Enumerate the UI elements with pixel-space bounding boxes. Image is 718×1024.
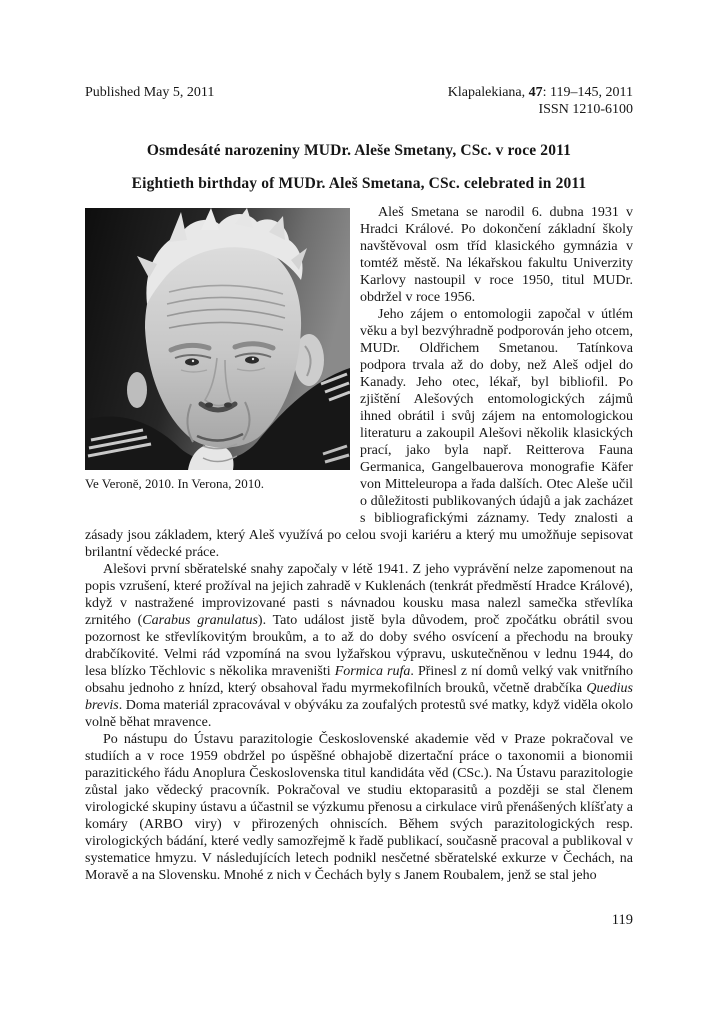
paragraph-4: Po nástupu do Ústavu parazitologie Československé akademie věd v Praze pokračoval ve studiích a v roce 1959 obdržel po úspěšné obhajobě dizertační práce o taxonomii a bionomii parazitického řádu Anoplura Československa titul kandidáta věd (CSc.). Na Ústavu parazitologie zůstal jako vědecký pracovník. Pokračoval ve studiu ektoparasitů a později se stal členem virologické skupiny ústavu a účastnil se výzkumu přenosu a cirkulace virů přenášených klíšťaty a komáry (ARBO viry) v přirozených ohniscích. Během svých parazitologických resp. virologických bádání, které vedly samozřejmě k řadě publikací, současně pracoval a publikoval v systematice hmyzu. V následujících letech podnikl nesčetné sběratelské exkurze v Čechách, na Moravě a na Slovensku. Mnohé z nich v Čechách byly s Janem Roubalem, jenž se stal jeho (85, 732, 633, 883)
journal-citation (448, 84, 633, 101)
article-title-english: Eightieth birthday of MUDr. Aleš Smetana, CSc. celebrated in 2011 (131, 175, 587, 192)
issn: ISSN 1210-6100 (538, 102, 633, 117)
paragraph-3-text: . Doma materiál zpracovával v obýváku za zoufalých protestů své matky, když viděla okolo volně běhat mravence. (85, 698, 633, 730)
paragraph-3-text: . Přinesl z ní domů velký vak vnitřního obsahu jednoho z hnízd, který obsahoval řadu myrmekofilních brouků, včetně drabčíka (85, 664, 633, 696)
species-name: Formica rufa (334, 664, 411, 679)
portrait-photo (85, 208, 350, 470)
paragraph-1: Aleš Smetana se narodil 6. dubna 1931 v Hradci Králové. Po dokončení základní školy navštěvoval osm tříd klasického gymnázia v tomtéž městě. Na lékařskou fakultu Univerzity Karlovy nastoupil v roce 1950, titul MUDr. obdržel v roce 1956. (360, 205, 633, 305)
journal-pages: : 119–145, 2011 (542, 85, 633, 100)
page-number: 119 (611, 912, 633, 928)
figure-caption: Ve Veroně, 2010. In Verona, 2010. (85, 476, 264, 491)
species-name: Quedius brevis (85, 681, 633, 713)
page-header (85, 84, 633, 118)
portrait-figure (85, 208, 350, 491)
paragraph-3-text: Alešovi první sběratelské snahy započaly v létě 1941. Z jeho vyprávění nelze zapomenout na popis vzrušení, které prožíval na jejich zahradě v Kuklenách (tenkrát předměstí Hradce Králové), když v nastražené improvizované pasti s návnadou kousku masa nalezl samečka střevlíka zrnitého ( (85, 562, 633, 628)
article-title-czech: Osmdesáté narozeniny MUDr. Aleše Smetany, CSc. v roce 2011 (146, 142, 572, 159)
paragraph-3 (85, 561, 633, 731)
journal-volume: 47 (528, 85, 543, 100)
paragraph-2: Jeho zájem o entomologii započal v útlém věku a byl bezvýhradně podporován jeho otcem, MUDr. Oldřichem Smetanou. Tatínkova podpora trvala až do doby, než Aleš odjel do Kanady. Jeho otec, lékař, byl bibliofil. Po zjištění Alešových entomologických zájmů ihned obrátil i svůj zájem na entomologickou literaturu a zakoupil Alešovi několik klasických prací, jako byla např. Reitterova Fauna Germanica, Gangelbauerova monografie Käfer von Mitteleuropa a řada dalších. Otec Aleše učil o důležitosti publikovaných údajů a jak zacházet s bibliografickými záznamy. Tedy znalosti a zásady jsou základem, který Aleš využívá po celou svoji kariéru a který mu umožňuje sepisovat brilantní vědecké práce. (85, 307, 633, 560)
species-name: Carabus granulatus (142, 613, 258, 628)
published-date: Published May 5, 2011 (85, 85, 215, 100)
paragraph-3-text: ). Tato událost jistě byla důvodem, proč zpočátku obrátil svou pozornost ke střevlíkovitým broukům, a to až do doby svého osvícení a přechodu na brouky drabčíkovité. Velmi rád vzpomíná na svou lyžařskou výpravu, uskutečněnou v lednu 1944, do lesa blízko Těchlovic s několika mraveništi (85, 613, 633, 679)
journal-reference (448, 84, 633, 118)
journal-name: Klapalekiana, (447, 85, 529, 100)
article-body (85, 204, 633, 884)
